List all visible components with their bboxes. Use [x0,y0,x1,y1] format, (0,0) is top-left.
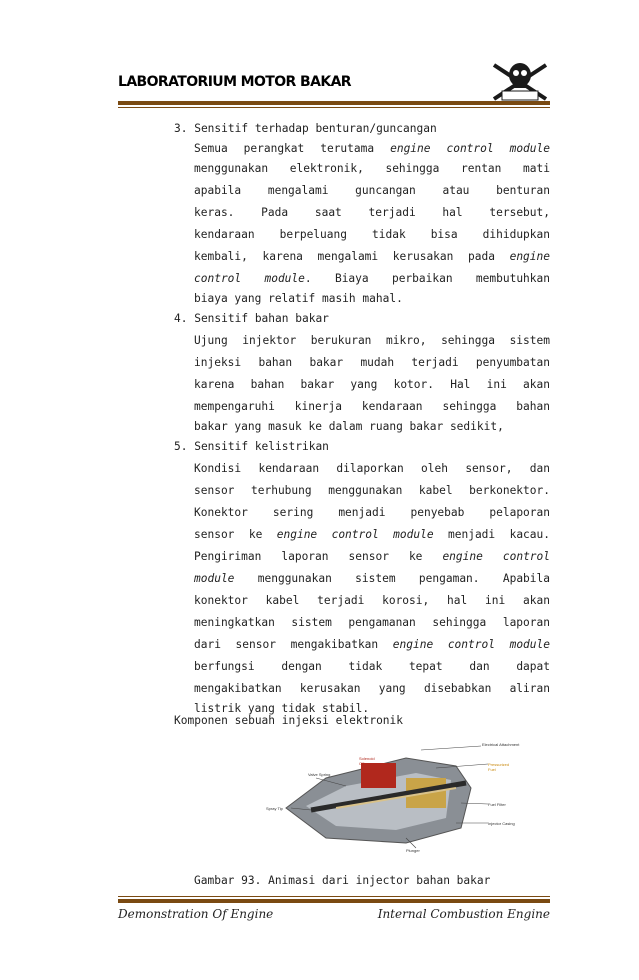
paragraph-line: Pengiriman laporan sensor ke engine control [194,550,551,563]
label-solenoid: Solenoid [359,756,375,761]
paragraph-line: Konektor sering menjadi penyebab pelaporan [194,506,550,519]
footer-left-text: Demonstration Of Engine [118,907,274,921]
list-item-heading: 3. Sensitif terhadap benturan/guncangan [174,122,437,135]
label-off: Off [359,761,365,766]
paragraph-line: mengakibatkan kerusakan yang disebabkan aliran [194,682,550,695]
footer-right-text: Internal Combustion Engine [377,907,550,921]
figure-caption: Gambar 93. Animasi dari injector bahan bakar [194,874,491,887]
paragraph-line: Kondisi kendaraan dilaporkan oleh sensor, dan [194,462,550,475]
paragraph-line: konektor kabel terjadi korosi, hal ini akan [194,594,550,607]
label-spray-tip: Spray Tip [266,806,283,811]
paragraph-line: keras. Pada saat terjadi hal tersebut, [194,206,550,219]
label-pressurized: Pressurized [488,762,510,767]
paragraph-line: module menggunakan sistem pengaman. Apabila [194,572,550,585]
paragraph-line: kembali, karena mengalami kerusakan pada engine [194,250,550,263]
paragraph-line: biaya yang relatif masih mahal. [194,292,403,305]
paragraph-line: apabila mengalami guncangan atau benturan [194,184,550,197]
header-title: LABORATORIUM MOTOR BAKAR [118,74,351,90]
paragraph-line: meningkatkan sistem pengamanan sehingga laporan [194,616,550,629]
paragraph-line: Semua perangkat terutama engine control module [194,142,551,155]
label-fuel: Fuel [488,767,496,772]
paragraph-line: karena bahan bakar yang kotor. Hal ini akan [194,378,550,391]
section-caption: Komponen sebuah injeksi elektronik [174,714,404,727]
paragraph-line: mempengaruhi kinerja kendaraan sehingga bahan [194,400,550,413]
footer-rule [118,899,550,903]
label-plunger: Plunger [406,848,420,853]
injector-illustration [256,738,556,858]
paragraph-line: bakar yang masuk ke dalam ruang bakar sedikit, [194,420,504,433]
paragraph-line: menggunakan elektronik, sehingga rentan mati [194,162,550,175]
label-valve-spring: Valve Spring [308,772,331,777]
label-fuel-filter: Fuel Filter [488,802,506,807]
label-injector-casing: Injector Casing [488,821,515,826]
paragraph-line: dari sensor mengakibatkan engine control module [194,638,550,651]
paragraph-line: Ujung injektor berukuran mikro, sehingga sistem [194,334,550,347]
list-item-heading: 5. Sensitif kelistrikan [174,440,329,453]
header-rule [118,101,550,105]
paragraph-line: sensor terhubung menggunakan kabel berkonektor. [194,484,550,497]
label-electrical-attachment: Electrical Attachment [482,742,520,747]
paragraph-line: control module. Biaya perbaikan membutuhkan [194,272,550,285]
footer-rule-thin [118,896,550,897]
paragraph-line: injeksi bahan bakar mudah terjadi penyumbatan [194,356,550,369]
header-rule-thin [118,107,550,108]
paragraph-line: berfungsi dengan tidak tepat dan dapat [194,660,550,673]
skull-logo-icon [490,55,550,103]
list-item-heading: 4. Sensitif bahan bakar [174,312,329,325]
paragraph-line: listrik yang tidak stabil. [194,702,370,715]
paragraph-line: sensor ke engine control module menjadi kacau. [194,528,550,541]
paragraph-line: kendaraan berpeluang tidak bisa dihidupkan [194,228,550,241]
